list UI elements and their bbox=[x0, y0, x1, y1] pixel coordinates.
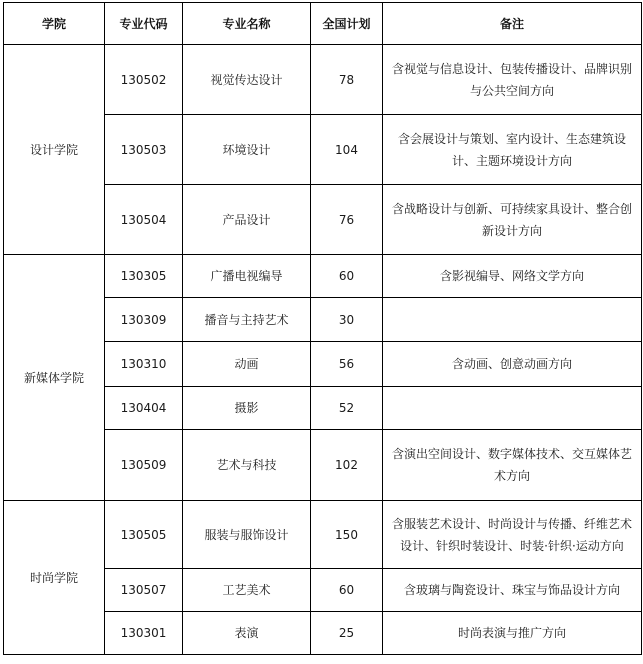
remarks-line: 含服装艺术设计、时尚设计与传播、纤维艺术 bbox=[391, 516, 632, 531]
table-row bbox=[4, 45, 642, 115]
plan-count-cell: 150 bbox=[311, 501, 383, 569]
header-major-code: 专业代码 bbox=[105, 3, 183, 45]
plan-count-cell: 102 bbox=[311, 430, 383, 501]
remarks-cell bbox=[383, 430, 642, 501]
header-major-name: 专业名称 bbox=[183, 3, 311, 45]
remarks-cell: 含影视编导、网络文学方向 bbox=[383, 255, 642, 298]
plan-count-cell: 60 bbox=[311, 255, 383, 298]
major-name-cell: 播音与主持艺术 bbox=[183, 298, 311, 342]
plan-count-cell: 30 bbox=[311, 298, 383, 342]
remarks-line: 含演出空间设计、数字媒体技术、交互媒体艺 bbox=[391, 447, 632, 461]
remarks-cell: 含动画、创意动画方向 bbox=[383, 342, 642, 387]
remarks-line: 与公共空间方向 bbox=[469, 83, 554, 98]
remarks-line: 含会展设计与策划、室内设计、生态建筑设 bbox=[397, 131, 626, 146]
major-code-cell: 130507 bbox=[105, 569, 183, 612]
major-name-cell: 视觉传达设计 bbox=[183, 45, 311, 115]
remarks-cell: 时尚表演与推广方向 bbox=[383, 612, 642, 655]
plan-count-cell: 56 bbox=[311, 342, 383, 387]
remarks-line: 设计、针织时装设计、时装·针织·运动方向 bbox=[400, 538, 624, 553]
major-name-cell: 广播电视编导 bbox=[183, 255, 311, 298]
remarks-line: 计、主题环境设计方向 bbox=[451, 153, 572, 168]
remarks-cell: 含玻璃与陶瓷设计、珠宝与饰品设计方向 bbox=[383, 569, 642, 612]
remarks-line: 新设计方向 bbox=[481, 223, 542, 238]
remarks-line: 术方向 bbox=[493, 469, 530, 483]
table-row bbox=[4, 501, 642, 569]
major-name-cell: 产品设计 bbox=[183, 185, 311, 255]
plan-count-cell: 60 bbox=[311, 569, 383, 612]
header-national-plan: 全国计划 bbox=[311, 3, 383, 45]
remarks-line: 含视觉与信息设计、包装传播设计、品牌识别 bbox=[391, 61, 632, 76]
major-name-cell: 摄影 bbox=[183, 387, 311, 430]
remarks-cell bbox=[383, 185, 642, 255]
plan-count-cell: 25 bbox=[311, 612, 383, 655]
header-remarks: 备注 bbox=[383, 3, 642, 45]
remarks-cell bbox=[383, 45, 642, 115]
major-code-cell: 130504 bbox=[105, 185, 183, 255]
major-code-cell: 130404 bbox=[105, 387, 183, 430]
plan-count-cell: 76 bbox=[311, 185, 383, 255]
major-code-cell: 130301 bbox=[105, 612, 183, 655]
major-name-cell: 工艺美术 bbox=[183, 569, 311, 612]
major-name-cell: 动画 bbox=[183, 342, 311, 387]
enrollment-plan-table bbox=[3, 2, 642, 655]
plan-count-cell: 104 bbox=[311, 115, 383, 185]
table-row bbox=[4, 255, 642, 298]
plan-count-cell: 52 bbox=[311, 387, 383, 430]
remarks-cell bbox=[383, 115, 642, 185]
college-cell: 新媒体学院 bbox=[4, 255, 105, 501]
plan-count-cell: 78 bbox=[311, 45, 383, 115]
college-cell: 设计学院 bbox=[4, 45, 105, 255]
major-code-cell: 130502 bbox=[105, 45, 183, 115]
remarks-cell bbox=[383, 501, 642, 569]
college-cell: 时尚学院 bbox=[4, 501, 105, 655]
remarks-line: 含战略设计与创新、可持续家具设计、整合创 bbox=[391, 201, 632, 216]
major-name-cell: 环境设计 bbox=[183, 115, 311, 185]
major-code-cell: 130509 bbox=[105, 430, 183, 501]
major-name-cell: 艺术与科技 bbox=[183, 430, 311, 501]
major-code-cell: 130503 bbox=[105, 115, 183, 185]
remarks-cell bbox=[383, 298, 642, 342]
major-name-cell: 服装与服饰设计 bbox=[183, 501, 311, 569]
major-name-cell: 表演 bbox=[183, 612, 311, 655]
major-code-cell: 130305 bbox=[105, 255, 183, 298]
major-code-cell: 130309 bbox=[105, 298, 183, 342]
table-header-row bbox=[4, 3, 642, 45]
major-code-cell: 130310 bbox=[105, 342, 183, 387]
remarks-cell bbox=[383, 387, 642, 430]
major-code-cell: 130505 bbox=[105, 501, 183, 569]
header-college: 学院 bbox=[4, 3, 105, 45]
